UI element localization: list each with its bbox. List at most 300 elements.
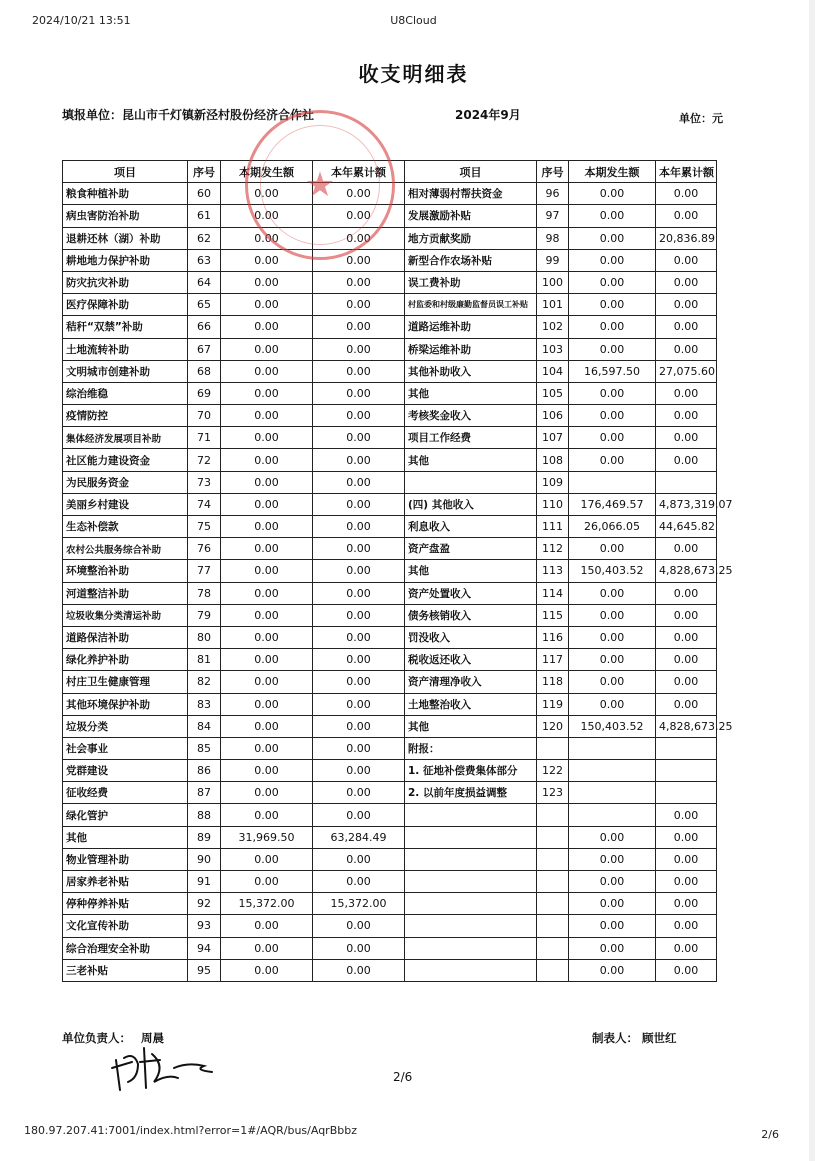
left-ytd: 0.00 <box>313 804 405 826</box>
right-item: 新型合作农场补贴 <box>405 249 537 271</box>
right-seq <box>537 959 569 981</box>
right-item: 2. 以前年度损益调整 <box>405 782 537 804</box>
left-seq: 66 <box>188 316 221 338</box>
right-seq: 120 <box>537 715 569 737</box>
left-ytd: 0.00 <box>313 782 405 804</box>
left-ytd: 0.00 <box>313 715 405 737</box>
right-ytd: 4,828,673.25 <box>656 560 717 582</box>
right-current: 0.00 <box>569 604 656 626</box>
table-row <box>63 427 717 449</box>
left-ytd: 0.00 <box>313 959 405 981</box>
right-seq <box>537 937 569 959</box>
left-current: 0.00 <box>221 316 313 338</box>
right-item: 道路运维补助 <box>405 316 537 338</box>
right-item: 其他补助收入 <box>405 360 537 382</box>
right-ytd <box>656 471 717 493</box>
right-ytd: 0.00 <box>656 848 717 870</box>
right-ytd: 0.00 <box>656 915 717 937</box>
right-item: 项目工作经费 <box>405 427 537 449</box>
seal-star-icon: ★ <box>304 165 336 205</box>
header-seq: 序号 <box>188 161 221 183</box>
left-item: 社区能力建设资金 <box>63 449 188 471</box>
right-seq: 101 <box>537 294 569 316</box>
left-item: 粮食种植补助 <box>63 183 188 205</box>
left-current: 0.00 <box>221 582 313 604</box>
left-item: 道路保洁补助 <box>63 626 188 648</box>
right-seq <box>537 737 569 759</box>
left-seq: 75 <box>188 516 221 538</box>
left-seq: 88 <box>188 804 221 826</box>
right-ytd: 0.00 <box>656 249 717 271</box>
left-item: 耕地地力保护补助 <box>63 249 188 271</box>
report-period: 2024年9月 <box>455 108 521 122</box>
table-row <box>63 294 717 316</box>
left-current: 0.00 <box>221 560 313 582</box>
page-url: 180.97.207.41:7001/index.html?error=1#/AQR/bus/AqrBbbz <box>24 1124 357 1137</box>
left-ytd: 0.00 <box>313 871 405 893</box>
right-seq: 112 <box>537 538 569 560</box>
unit-head-name: 周晨 <box>141 1031 165 1045</box>
right-ytd: 0.00 <box>656 538 717 560</box>
right-ytd: 0.00 <box>656 693 717 715</box>
left-seq: 69 <box>188 382 221 404</box>
left-seq: 84 <box>188 715 221 737</box>
right-ytd: 0.00 <box>656 382 717 404</box>
right-ytd: 0.00 <box>656 604 717 626</box>
left-current: 0.00 <box>221 427 313 449</box>
right-ytd: 0.00 <box>656 427 717 449</box>
left-item: 防灾抗灾补助 <box>63 271 188 293</box>
left-item: 病虫害防治补助 <box>63 205 188 227</box>
right-seq: 102 <box>537 316 569 338</box>
left-current: 0.00 <box>221 782 313 804</box>
right-seq <box>537 915 569 937</box>
right-current: 176,469.57 <box>569 493 656 515</box>
right-seq <box>537 893 569 915</box>
print-page-indicator: 2/6 <box>761 1128 779 1141</box>
right-current <box>569 760 656 782</box>
handwritten-signature <box>108 1038 218 1098</box>
left-item: 集体经济发展项目补助 <box>63 427 188 449</box>
left-ytd: 0.00 <box>313 671 405 693</box>
left-current: 0.00 <box>221 493 313 515</box>
left-seq: 70 <box>188 405 221 427</box>
right-item: 误工费补助 <box>405 271 537 293</box>
header-row <box>63 161 717 183</box>
right-item: 发展激励补贴 <box>405 205 537 227</box>
left-current: 0.00 <box>221 671 313 693</box>
left-seq: 74 <box>188 493 221 515</box>
left-current: 0.00 <box>221 516 313 538</box>
table-row <box>63 360 717 382</box>
left-seq: 91 <box>188 871 221 893</box>
left-seq: 79 <box>188 604 221 626</box>
right-current: 0.00 <box>569 227 656 249</box>
right-seq: 113 <box>537 560 569 582</box>
left-seq: 68 <box>188 360 221 382</box>
left-item: 社会事业 <box>63 737 188 759</box>
left-ytd: 0.00 <box>313 937 405 959</box>
left-ytd: 0.00 <box>313 649 405 671</box>
right-item: 资产清理净收入 <box>405 671 537 693</box>
header-ytd: 本年累计额 <box>313 161 405 183</box>
left-item: 村庄卫生健康管理 <box>63 671 188 693</box>
left-ytd: 0.00 <box>313 427 405 449</box>
table-row <box>63 516 717 538</box>
left-item: 疫情防控 <box>63 405 188 427</box>
table-row <box>63 893 717 915</box>
left-ytd: 0.00 <box>313 449 405 471</box>
left-current: 0.00 <box>221 471 313 493</box>
right-item: 资产盘盈 <box>405 538 537 560</box>
right-item: 其他 <box>405 715 537 737</box>
right-ytd: 27,075.60 <box>656 360 717 382</box>
left-item: 党群建设 <box>63 760 188 782</box>
right-seq: 103 <box>537 338 569 360</box>
left-current: 0.00 <box>221 715 313 737</box>
preparer <box>592 1030 677 1046</box>
right-seq: 119 <box>537 693 569 715</box>
left-current: 0.00 <box>221 405 313 427</box>
left-item: 物业管理补助 <box>63 848 188 870</box>
right-current: 0.00 <box>569 626 656 648</box>
table-row <box>63 760 717 782</box>
left-seq: 62 <box>188 227 221 249</box>
left-current: 0.00 <box>221 848 313 870</box>
right-item: 地方贡献奖励 <box>405 227 537 249</box>
right-ytd: 4,828,673.25 <box>656 715 717 737</box>
right-current: 0.00 <box>569 338 656 360</box>
left-current: 0.00 <box>221 249 313 271</box>
right-current: 150,403.52 <box>569 715 656 737</box>
table-row <box>63 959 717 981</box>
left-current: 0.00 <box>221 737 313 759</box>
right-seq: 122 <box>537 760 569 782</box>
right-ytd: 0.00 <box>656 959 717 981</box>
table-row <box>63 471 717 493</box>
right-ytd: 0.00 <box>656 649 717 671</box>
left-item: 河道整洁补助 <box>63 582 188 604</box>
right-current: 150,403.52 <box>569 560 656 582</box>
right-item: 利息收入 <box>405 516 537 538</box>
left-item: 绿化养护补助 <box>63 649 188 671</box>
right-seq: 115 <box>537 604 569 626</box>
right-seq: 100 <box>537 271 569 293</box>
table-row <box>63 737 717 759</box>
right-current <box>569 782 656 804</box>
table-row <box>63 493 717 515</box>
right-item <box>405 915 537 937</box>
right-current <box>569 804 656 826</box>
right-ytd: 0.00 <box>656 804 717 826</box>
header-current: 本期发生额 <box>569 161 656 183</box>
left-ytd: 0.00 <box>313 360 405 382</box>
left-item: 三老补贴 <box>63 959 188 981</box>
left-seq: 77 <box>188 560 221 582</box>
right-ytd: 4,873,319.07 <box>656 493 717 515</box>
table-row <box>63 249 717 271</box>
left-item: 土地流转补助 <box>63 338 188 360</box>
right-current: 0.00 <box>569 871 656 893</box>
left-seq: 87 <box>188 782 221 804</box>
right-seq <box>537 848 569 870</box>
right-current: 0.00 <box>569 538 656 560</box>
right-current: 16,597.50 <box>569 360 656 382</box>
left-item: 垃圾分类 <box>63 715 188 737</box>
left-item: 其他 <box>63 826 188 848</box>
right-ytd: 0.00 <box>656 271 717 293</box>
income-expense-table <box>62 160 733 982</box>
table-row <box>63 693 717 715</box>
left-seq: 71 <box>188 427 221 449</box>
left-current: 0.00 <box>221 626 313 648</box>
table-row <box>63 871 717 893</box>
left-current: 31,969.50 <box>221 826 313 848</box>
right-ytd: 0.00 <box>656 338 717 360</box>
right-current: 0.00 <box>569 937 656 959</box>
left-current: 0.00 <box>221 338 313 360</box>
right-item: (四) 其他收入 <box>405 493 537 515</box>
left-current: 0.00 <box>221 538 313 560</box>
left-current: 0.00 <box>221 183 313 205</box>
right-ytd: 0.00 <box>656 316 717 338</box>
table-row <box>63 538 717 560</box>
table-row <box>63 271 717 293</box>
right-seq: 111 <box>537 516 569 538</box>
left-item: 征收经费 <box>63 782 188 804</box>
right-ytd: 0.00 <box>656 626 717 648</box>
right-seq: 99 <box>537 249 569 271</box>
left-seq: 94 <box>188 937 221 959</box>
table-row <box>63 316 717 338</box>
right-item: 附报： <box>405 737 537 759</box>
right-seq: 104 <box>537 360 569 382</box>
left-ytd: 0.00 <box>313 205 405 227</box>
right-ytd: 0.00 <box>656 294 717 316</box>
left-item: 其他环境保护补助 <box>63 693 188 715</box>
right-current: 0.00 <box>569 848 656 870</box>
right-seq: 97 <box>537 205 569 227</box>
left-current: 0.00 <box>221 760 313 782</box>
table-row <box>63 915 717 937</box>
left-seq: 86 <box>188 760 221 782</box>
right-seq: 118 <box>537 671 569 693</box>
right-item: 1. 征地补偿费集体部分 <box>405 760 537 782</box>
left-current: 0.00 <box>221 693 313 715</box>
left-seq: 60 <box>188 183 221 205</box>
right-item: 资产处置收入 <box>405 582 537 604</box>
right-seq: 109 <box>537 471 569 493</box>
left-current: 0.00 <box>221 382 313 404</box>
left-seq: 90 <box>188 848 221 870</box>
right-seq <box>537 871 569 893</box>
left-seq: 76 <box>188 538 221 560</box>
right-ytd: 44,645.82 <box>656 516 717 538</box>
right-current: 0.00 <box>569 205 656 227</box>
left-ytd: 0.00 <box>313 848 405 870</box>
table-row <box>63 715 717 737</box>
right-current: 0.00 <box>569 649 656 671</box>
currency-unit: 单位：元 <box>679 112 723 125</box>
right-item: 其他 <box>405 449 537 471</box>
left-ytd: 0.00 <box>313 516 405 538</box>
left-item: 垃圾收集分类清运补助 <box>63 604 188 626</box>
table-row <box>63 205 717 227</box>
page-edge-shadow <box>809 0 815 1161</box>
left-current: 0.00 <box>221 360 313 382</box>
left-current: 0.00 <box>221 604 313 626</box>
right-current: 0.00 <box>569 959 656 981</box>
left-item: 医疗保障补助 <box>63 294 188 316</box>
right-seq <box>537 804 569 826</box>
right-seq <box>537 826 569 848</box>
left-ytd: 0.00 <box>313 582 405 604</box>
report-title: 收支明细表 <box>358 62 469 86</box>
table-row <box>63 826 717 848</box>
left-seq: 80 <box>188 626 221 648</box>
table-row <box>63 671 717 693</box>
left-current: 0.00 <box>221 205 313 227</box>
left-ytd: 0.00 <box>313 604 405 626</box>
left-ytd: 15,372.00 <box>313 893 405 915</box>
right-seq: 123 <box>537 782 569 804</box>
right-item: 桥梁运维补助 <box>405 338 537 360</box>
right-item: 考核奖金收入 <box>405 405 537 427</box>
left-item: 生态补偿款 <box>63 516 188 538</box>
right-current: 0.00 <box>569 915 656 937</box>
left-item: 退耕还林（湖）补助 <box>63 227 188 249</box>
right-item <box>405 826 537 848</box>
right-current <box>569 737 656 759</box>
left-ytd: 63,284.49 <box>313 826 405 848</box>
left-current: 0.00 <box>221 915 313 937</box>
right-ytd <box>656 782 717 804</box>
table-row <box>63 848 717 870</box>
right-ytd: 0.00 <box>656 671 717 693</box>
left-current: 0.00 <box>221 804 313 826</box>
left-item: 秸秆“双禁”补助 <box>63 316 188 338</box>
left-item: 综治维稳 <box>63 382 188 404</box>
table-row <box>63 405 717 427</box>
right-ytd: 0.00 <box>656 893 717 915</box>
right-item: 罚没收入 <box>405 626 537 648</box>
right-current: 0.00 <box>569 693 656 715</box>
right-seq: 98 <box>537 227 569 249</box>
right-ytd: 20,836.89 <box>656 227 717 249</box>
table-row <box>63 183 717 205</box>
left-current: 0.00 <box>221 449 313 471</box>
right-item: 村监委和村级廉勤监督员误工补贴 <box>405 294 537 316</box>
left-seq: 95 <box>188 959 221 981</box>
left-ytd: 0.00 <box>313 693 405 715</box>
table-row <box>63 804 717 826</box>
table-row <box>63 449 717 471</box>
right-ytd: 0.00 <box>656 826 717 848</box>
table-row <box>63 382 717 404</box>
left-ytd: 0.00 <box>313 405 405 427</box>
right-item: 相对薄弱村帮扶资金 <box>405 183 537 205</box>
right-current: 0.00 <box>569 671 656 693</box>
right-item <box>405 848 537 870</box>
table-row <box>63 338 717 360</box>
header-ytd: 本年累计额 <box>656 161 717 183</box>
left-seq: 83 <box>188 693 221 715</box>
left-ytd: 0.00 <box>313 915 405 937</box>
left-seq: 81 <box>188 649 221 671</box>
left-current: 0.00 <box>221 959 313 981</box>
left-current: 0.00 <box>221 649 313 671</box>
left-ytd: 0.00 <box>313 294 405 316</box>
left-seq: 67 <box>188 338 221 360</box>
header-seq: 序号 <box>537 161 569 183</box>
right-ytd: 0.00 <box>656 183 717 205</box>
left-item: 美丽乡村建设 <box>63 493 188 515</box>
left-seq: 78 <box>188 582 221 604</box>
print-datetime: 2024/10/21 13:51 <box>32 14 131 27</box>
left-ytd: 0.00 <box>313 737 405 759</box>
header-item: 项目 <box>405 161 537 183</box>
right-current: 0.00 <box>569 449 656 471</box>
right-current: 0.00 <box>569 271 656 293</box>
right-seq: 108 <box>537 449 569 471</box>
table-row <box>63 582 717 604</box>
table-row <box>63 937 717 959</box>
right-current: 26,066.05 <box>569 516 656 538</box>
header-current: 本期发生额 <box>221 161 313 183</box>
left-ytd: 0.00 <box>313 471 405 493</box>
left-seq: 72 <box>188 449 221 471</box>
left-current: 0.00 <box>221 271 313 293</box>
left-ytd: 0.00 <box>313 538 405 560</box>
left-item: 为民服务资金 <box>63 471 188 493</box>
left-current: 0.00 <box>221 294 313 316</box>
table-row <box>63 782 717 804</box>
right-ytd: 0.00 <box>656 582 717 604</box>
right-seq: 116 <box>537 626 569 648</box>
table-row <box>63 560 717 582</box>
left-current: 0.00 <box>221 937 313 959</box>
left-ytd: 0.00 <box>313 338 405 360</box>
right-current: 0.00 <box>569 405 656 427</box>
left-item: 文明城市创建补助 <box>63 360 188 382</box>
left-seq: 64 <box>188 271 221 293</box>
right-current: 0.00 <box>569 427 656 449</box>
table-row <box>63 227 717 249</box>
left-ytd: 0.00 <box>313 626 405 648</box>
right-seq: 110 <box>537 493 569 515</box>
left-ytd: 0.00 <box>313 316 405 338</box>
left-ytd: 0.00 <box>313 183 405 205</box>
left-current: 0.00 <box>221 227 313 249</box>
right-item <box>405 959 537 981</box>
right-item <box>405 893 537 915</box>
left-seq: 92 <box>188 893 221 915</box>
left-current: 15,372.00 <box>221 893 313 915</box>
right-seq: 96 <box>537 183 569 205</box>
header-item: 项目 <box>63 161 188 183</box>
left-ytd: 0.00 <box>313 271 405 293</box>
left-seq: 65 <box>188 294 221 316</box>
left-seq: 89 <box>188 826 221 848</box>
left-item: 环境整治补助 <box>63 560 188 582</box>
left-ytd: 0.00 <box>313 382 405 404</box>
right-ytd <box>656 737 717 759</box>
left-ytd: 0.00 <box>313 227 405 249</box>
right-seq: 105 <box>537 382 569 404</box>
right-seq: 117 <box>537 649 569 671</box>
right-current: 0.00 <box>569 893 656 915</box>
right-ytd: 0.00 <box>656 405 717 427</box>
